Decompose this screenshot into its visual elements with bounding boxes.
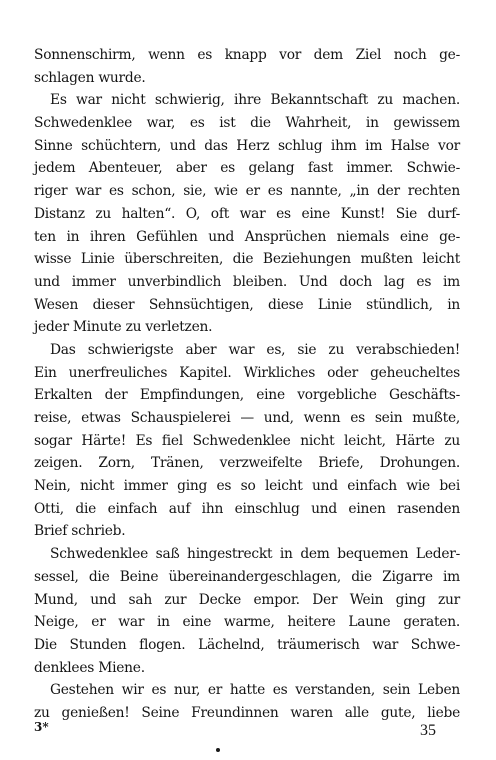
text-line: jeder Minute zu verletzen. — [34, 319, 213, 336]
text-line: Gestehen wir es nur, er hatte es verstanden, sein Leben — [50, 682, 460, 699]
text-line: sogar Härte! Es fiel Schwedenklee nicht leicht, Härte zu — [34, 432, 460, 449]
text-line: Erkalten der Empfindungen, eine vorgebliche Geschäfts- — [34, 387, 460, 404]
text-line: Sinne schüchtern, und das Herz schlug ihm im Halse vor — [34, 137, 460, 154]
text-line: Nein, nicht immer ging es so leicht und einfach wie bei — [34, 478, 460, 495]
text-line: denklees Miene. — [34, 659, 145, 676]
text-line: Die Stunden flogen. Lächelnd, träumerisch war Schwe- — [34, 636, 460, 653]
text-line: zeigen. Zorn, Tränen, verzweifelte Briefe, Drohungen. — [34, 455, 460, 472]
text-line: Das schwierigste aber war es, sie zu verabschieden! — [50, 341, 460, 358]
text-line: zu genießen! Seine Freundinnen waren alle gute, liebe — [34, 704, 460, 721]
text-line: Distanz zu halten“. O, oft war es eine Kunst! Sie durf- — [34, 205, 460, 222]
text-line: Schwedenklee war, es ist die Wahrheit, in gewissem — [34, 115, 460, 132]
text-line: Brief schrieb. — [34, 523, 126, 540]
text-line: Neige, er war in eine warme, heitere Laune geraten. — [34, 614, 460, 631]
text-line: Es war nicht schwierig, ihre Bekanntschaft zu machen. — [50, 92, 460, 109]
text-line: und immer unverbindlich bleiben. Und doch lag es im — [34, 273, 460, 290]
text-line: sessel, die Beine übereinandergeschlagen, die Zigarre im — [34, 568, 460, 585]
text-line: reise, etwas Schauspielerei — und, wenn es sein mußte, — [34, 410, 460, 426]
text-line: Mund, und sah zur Decke empor. Der Wein ging zur — [34, 591, 460, 608]
text-line: Otti, die einfach auf ihn einschlug und einen rasenden — [34, 500, 460, 517]
text-line: schlagen wurde. — [34, 69, 146, 86]
text-line: Schwedenklee saß hingestreckt in dem bequemen Leder- — [50, 546, 460, 563]
text-line: jedem Abenteuer, aber es gelang fast immer. Schwie- — [34, 160, 460, 177]
printer-signature-mark: 3* — [34, 720, 49, 734]
text-line: wisse Linie überschreiten, die Beziehungen mußten leicht — [34, 251, 460, 268]
body-text — [34, 44, 460, 725]
text-line: Sonnenschirm, wenn es knapp vor dem Ziel noch ge- — [34, 47, 460, 63]
text-line: riger war es schon, sie, wie er es nannte, „in der rechten — [34, 183, 460, 200]
print-dot — [216, 748, 220, 752]
text-line: Ein unerfreuliches Kapitel. Wirkliches oder geheucheltes — [34, 364, 460, 381]
text-line: Wesen dieser Sehnsüchtigen, diese Linie stündlich, in — [34, 296, 460, 313]
page-number: 35 — [420, 722, 436, 739]
text-line: ten in ihren Gefühlen und Ansprüchen niemals eine ge- — [34, 228, 460, 245]
